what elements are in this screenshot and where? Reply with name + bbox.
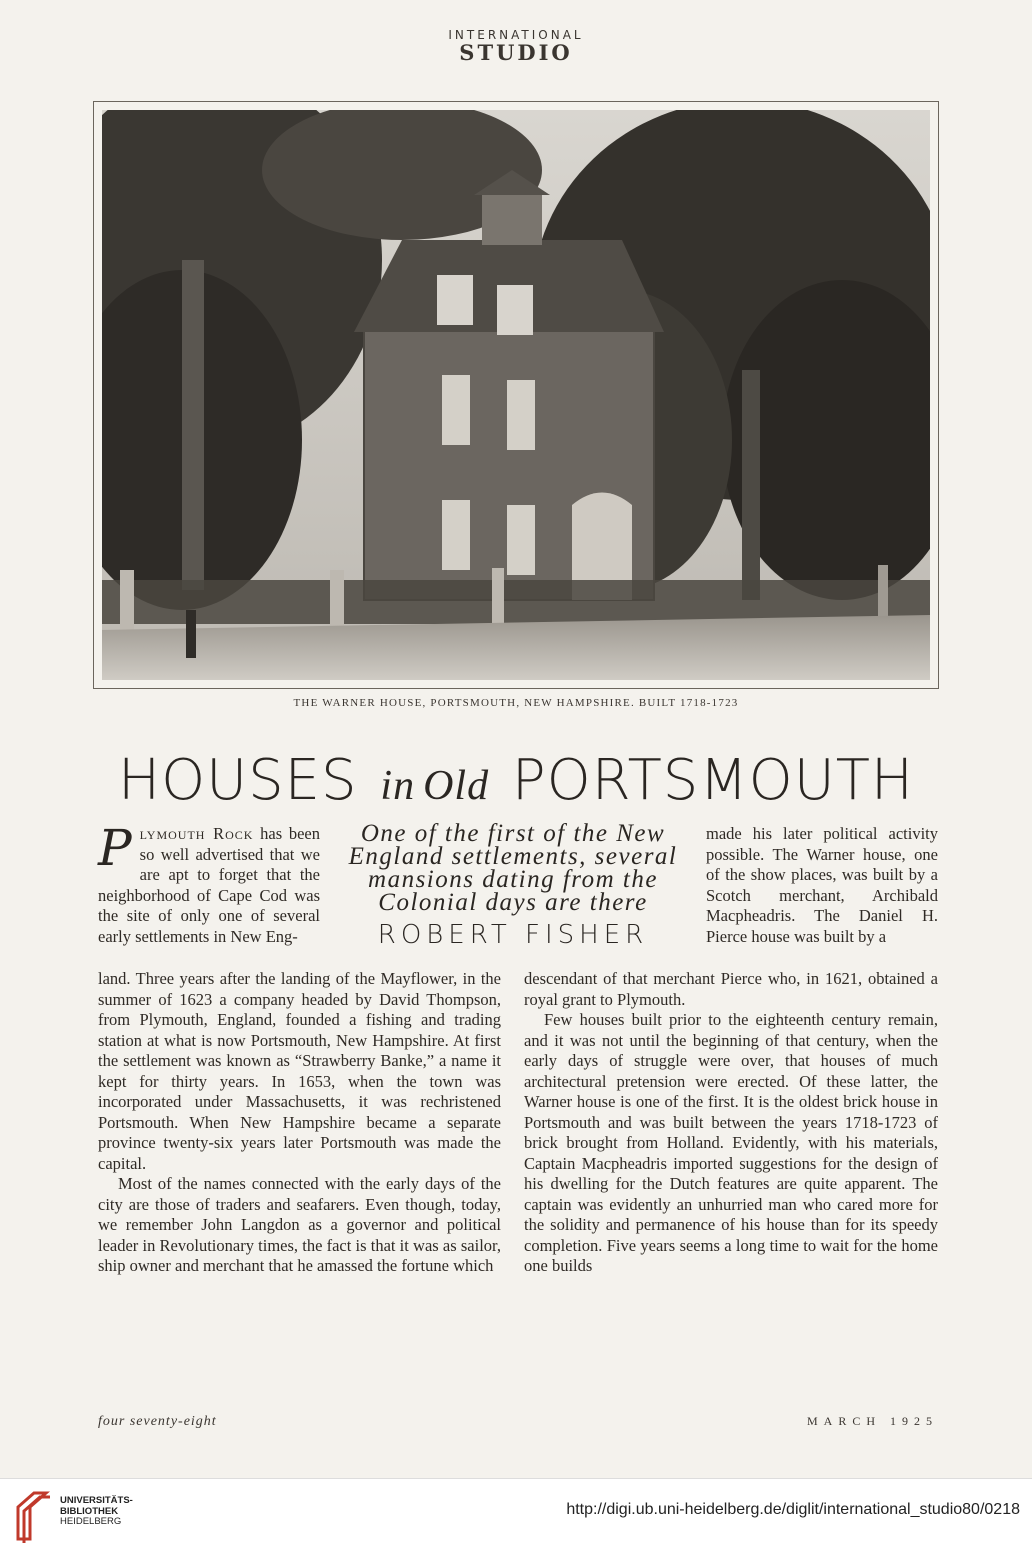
issue-date: MARCH 1925 [806,1414,938,1428]
photo-caption: THE WARNER HOUSE, PORTSMOUTH, NEW HAMPSHIRE. BUILT 1718-1723 [293,697,739,709]
masthead-line1: INTERNATIONAL [448,28,584,42]
library-line2: BIBLIOTHEK [60,1505,119,1517]
column1-paragraph-2: Most of the names connected with the early days of the city are those of traders and seafarers. Even though, today, we remember John Langdon as a governor and political leader in Revolutionary times, the fact is that it was as sailor, ship owner and merchant that he amassed the fortune which [98,1174,501,1275]
library-name [60,1496,133,1528]
photo-illustration [102,110,930,680]
intro-text: has been so well advertised that we are apt to forget that the neighborhood of Cape Cod was the site of only one of several early settlements in New Eng- [98,824,320,946]
title-old: Old [423,763,490,809]
masthead [0,28,1032,65]
warner-house-photo [93,101,939,689]
library-logo-icon [12,1487,52,1545]
library-line3: HEIDELBERG [60,1516,122,1527]
column2-paragraph-2: Few houses built prior to the eighteenth century remain, and it was not until the beginning of that century, when the early days of struggle were over, that houses of much architectural pretension were erected. Of these latter, the Warner house is one of the first. It is the oldest brick house in Portsmouth and was built between the years 1718-1723 of brick brought from Holland. Evidently, with his materials, Captain Macpheadris imported suggestions for the design of his dwelling for the Dutch features are quite apparent. The captain was evidently an unhurried man who cared more for the solidity and permanence of his house than for its speedy completion. Five years seems a long time to wait for the home one builds [524,1010,938,1275]
pull-quote-block [327,822,699,950]
drop-cap: P [98,819,132,877]
column1-paragraph-1: land. Three years after the landing of the Mayflower, in the summer of 1623 a company headed by David Thompson, from Plymouth, England, founded a fishing and trading station at what is now Portsmouth, New Hampshire. At first the settlement was known as “Strawberry Banke,” a name it kept for thirty years. In 1653, when the town was incorporated under Massachusetts, it was rechristened Portsmouth. When New Hampshire became a separate province twenty-six years later Portsmouth was made the capital. [98,969,501,1173]
column2-body [524,969,938,1277]
library-line1: UNIVERSITÄTS- [60,1495,133,1506]
author-byline: ROBERT FISHER [377,920,649,950]
library-footer-bar [0,1478,1032,1553]
source-url[interactable]: http://digi.ub.uni-heidelberg.de/diglit/international_studio80/0218 [566,1501,1020,1518]
intro-smallcaps: lymouth Rock [139,824,254,843]
column1-body [98,969,501,1277]
title-houses: HOUSES [117,748,358,813]
title-in: in [380,763,416,809]
title-portsmouth: PORTSMOUTH [511,748,915,813]
column1-intro [98,819,320,947]
page-number: four seventy-eight [98,1414,217,1429]
column2-intro: made his later political activity possible. The Warner house, one of the show places, was built by a Scotch merchant, Archibald Macpheadris. The Daniel H. Pierce house was built by a [706,824,938,946]
masthead-line2: STUDIO [459,40,573,65]
article-title [93,748,939,813]
column2-paragraph-1: descendant of that merchant Pierce who, in 1621, obtained a royal grant to Plymouth. [524,969,938,1009]
pull-quote: One of the first of the New England settlements, several mansions dating from the Colonial days are there [348,820,678,916]
